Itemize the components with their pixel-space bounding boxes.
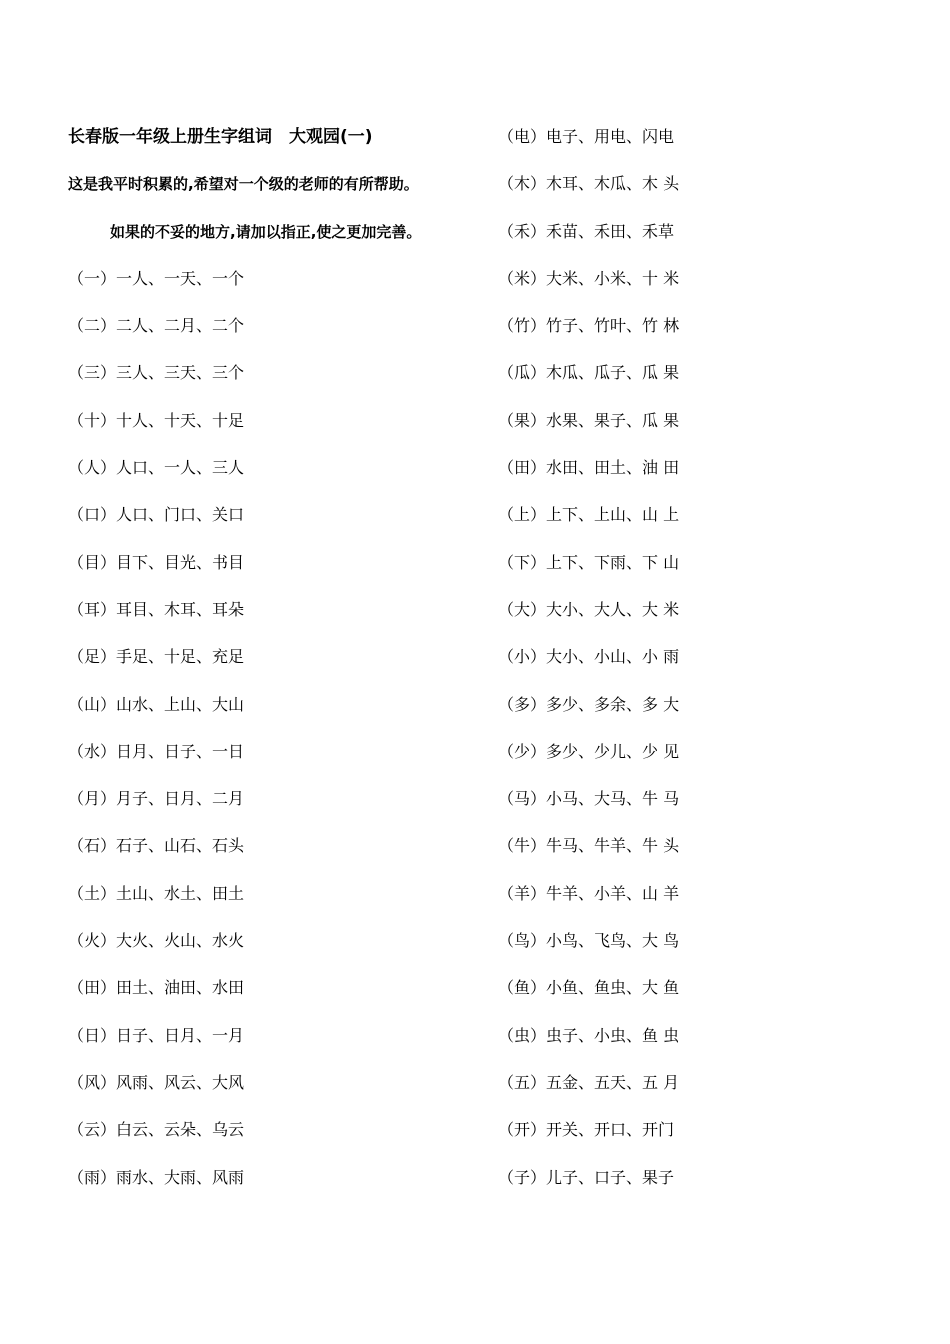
word-entry: （马）小马、大马、牛 马 <box>498 789 680 809</box>
word-entry: （风）风雨、风云、大风 <box>68 1072 245 1092</box>
word-entry: （二）二人、二月、二个 <box>68 316 245 336</box>
word-entry: （火）大火、火山、水火 <box>68 931 245 951</box>
word-entry: （上）上下、上山、山 上 <box>498 505 680 525</box>
word-entry: （石）石子、山石、石头 <box>68 836 245 856</box>
document-title: 长春版一年级上册生字组词 大观园(一) <box>68 127 373 147</box>
word-entry: （木）木耳、木瓜、木 头 <box>498 174 680 194</box>
word-entry: （山）山水、上山、大山 <box>68 694 245 714</box>
word-entry: （牛）牛马、牛羊、牛 头 <box>498 836 680 856</box>
word-entry: （虫）虫子、小虫、鱼 虫 <box>498 1025 680 1045</box>
word-entry: （瓜）木瓜、瓜子、瓜 果 <box>498 363 680 383</box>
word-entry: （田）水田、田土、油 田 <box>498 458 680 478</box>
word-entry: （土）土山、水土、田土 <box>68 883 245 903</box>
word-entry: （五）五金、五天、五 月 <box>498 1072 680 1092</box>
right-column <box>498 123 898 1211</box>
word-entry: （多）多少、多余、多 大 <box>498 694 680 714</box>
word-entry: （三）三人、三天、三个 <box>68 363 245 383</box>
word-entry: （水）日月、日子、一日 <box>68 741 245 761</box>
intro-line-1: 这是我平时积累的,希望对一个级的老师的有所帮助。 <box>68 175 419 194</box>
word-entry: （鸟）小鸟、飞鸟、大 鸟 <box>498 931 680 951</box>
word-entry: （雨）雨水、大雨、风雨 <box>68 1167 245 1187</box>
word-entry: （目）目下、目光、书目 <box>68 552 245 572</box>
word-entry: （足）手足、十足、充足 <box>68 647 245 667</box>
word-entry: （云）白云、云朵、乌云 <box>68 1120 245 1140</box>
word-entry: （口）人口、门口、关口 <box>68 505 245 525</box>
word-entry: （子）儿子、口子、果子 <box>498 1167 675 1187</box>
word-entry: （小）大小、小山、小 雨 <box>498 647 680 667</box>
word-entry: （下）上下、下雨、下 山 <box>498 552 680 572</box>
intro-line-2: 如果的不妥的地方,请加以指正,使之更加完善。 <box>110 222 422 241</box>
word-entry: （果）水果、果子、瓜 果 <box>498 410 680 430</box>
word-entry: （禾）禾苗、禾田、禾草 <box>498 221 675 241</box>
word-entry: （开）开关、开口、开门 <box>498 1120 675 1140</box>
word-entry: （鱼）小鱼、鱼虫、大 鱼 <box>498 978 680 998</box>
word-entry: （电）电子、用电、闪电 <box>498 127 675 146</box>
word-entry: （耳）耳目、木耳、耳朵 <box>68 599 245 619</box>
word-entry: （少）多少、少儿、少 见 <box>498 741 680 761</box>
word-entry: （一）一人、一天、一个 <box>68 268 245 288</box>
word-entry: （月）月子、日月、二月 <box>68 789 245 809</box>
word-entry: （人）人口、一人、三人 <box>68 458 245 478</box>
word-entry: （米）大米、小米、十 米 <box>498 268 680 288</box>
word-entry: （日）日子、日月、一月 <box>68 1025 245 1045</box>
word-entry: （竹）竹子、竹叶、竹 林 <box>498 316 680 336</box>
word-entry: （羊）牛羊、小羊、山 羊 <box>498 883 680 903</box>
left-column <box>68 123 488 1211</box>
word-entry: （十）十人、十天、十足 <box>68 410 245 430</box>
word-entry: （大）大小、大人、大 米 <box>498 599 680 619</box>
word-entry: （田）田土、油田、水田 <box>68 978 245 998</box>
